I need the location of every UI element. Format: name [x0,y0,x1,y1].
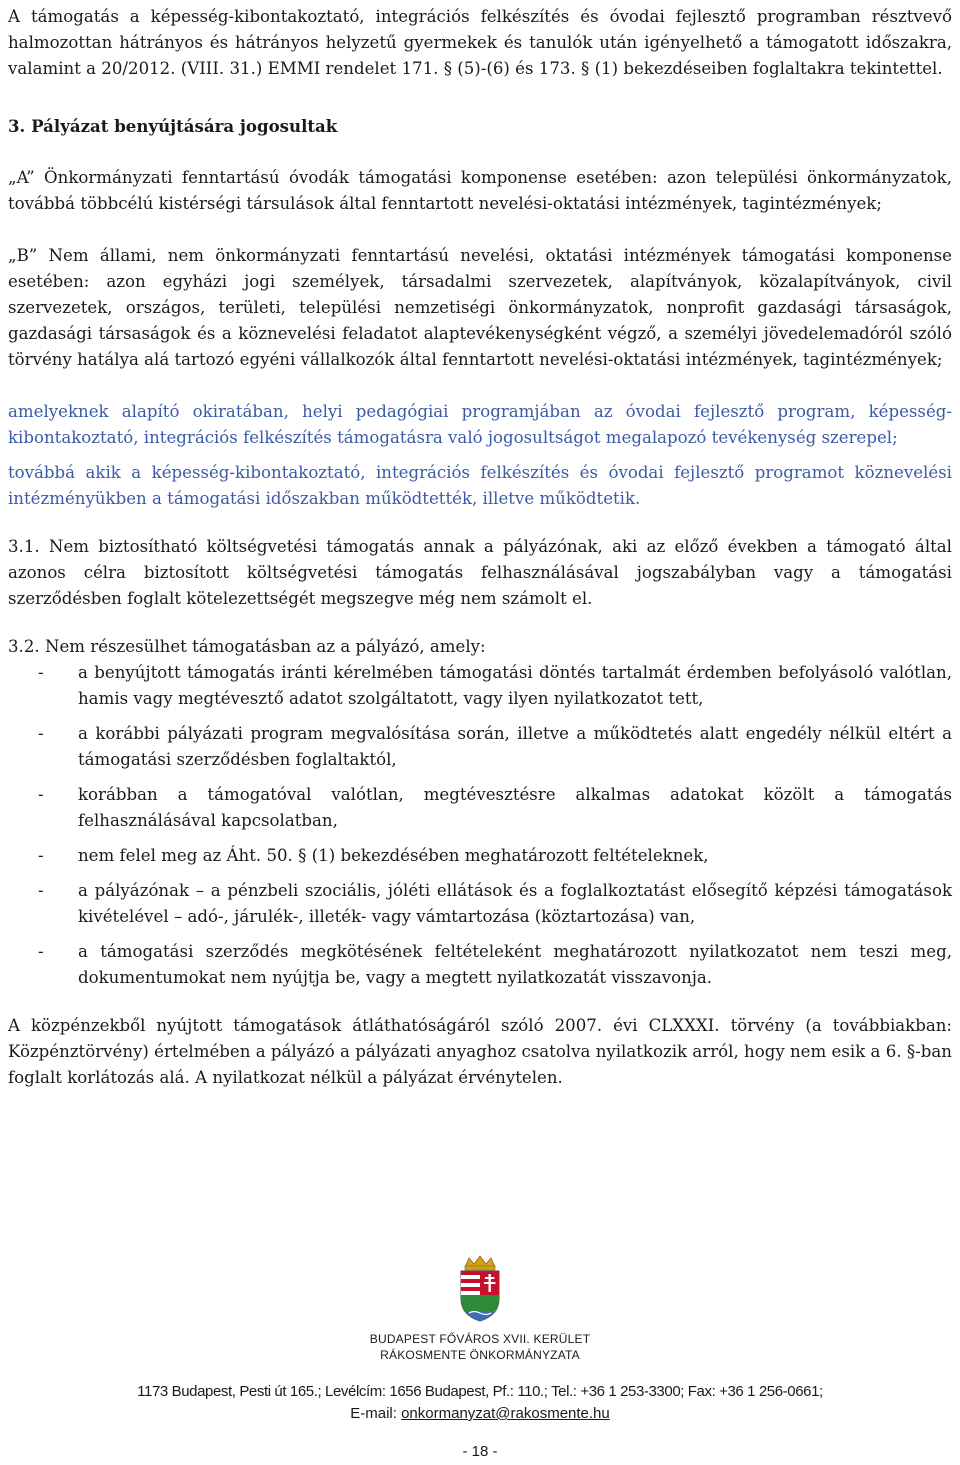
org-address: 1173 Budapest, Pesti út 165.; Levélcím: 1656 Budapest, Pf.: 110.; Tel.: +36 1 253-3300; Fax: +36 1 256-0661; [137,1383,823,1400]
page-footer [0,1255,960,1465]
email-link[interactable]: onkormanyzat@rakosmente.hu [401,1405,610,1422]
eligibility-b-paragraph: „B” Nem állami, nem önkormányzati fenntartású nevelési, oktatási intézmények támogatási komponense esetében: azon egyházi jogi személyek, társadalmi szervezetek, alapítványok, közalapítványok, civil szervezetek, országos, területi, települési nemzetiségi önkormányzatok, nonprofit gazdasági társaságok, gazdasági társaságok és a köznevelési feladatot alaptevékenységként végző, a személyi jövedelemadóról szóló törvény hatálya alá tartozó egyéni vállalkozók által fenntartott nevelési-oktatási intézmények, tagintézmények; [8,246,952,369]
exclusion-item: - korábban a támogatóval valótlan, megtévesztésre alkalmas adatokat közölt a támogatás felhasználásával kapcsolatban, [8,782,952,834]
section-3-2-intro: 3.2. Nem részesülhet támogatásban az a pályázó, amely: [8,637,486,656]
org-name-line-2: RÁKOSMENTE ÖNKORMÁNYZATA [380,1348,580,1362]
org-name-line-1: BUDAPEST FŐVÁROS XVII. KERÜLET [369,1332,591,1346]
section-3-1-paragraph: 3.1. Nem biztosítható költségvetési támogatás annak a pályázónak, aki az előző években a támogató által azonos célra biztosított költségvetési támogatás felhasználásával jogszabályban vagy a támogatási szerződésben foglalt kötelezettségét megszegve még nem számolt el. [8,537,952,608]
dash-bullet: - [38,663,44,682]
eligibility-a-paragraph: „A” Önkormányzati fenntartású óvodák támogatási komponense esetében: azon települési önkormányzatok, továbbá többcélú kistérségi társulások által fenntartott nevelési-oktatási intézmények, tagintézmények; [8,168,952,213]
dash-bullet: - [38,846,44,865]
dash-bullet: - [38,942,44,961]
exclusion-item: - a pályázónak – a pénzbeli szociális, jóléti ellátások és a foglalkoztatást elősegítő képzési támogatások kivételével – adó-, járulék-, illeték- vagy vámtartozása (köztartozása) van, [8,878,952,930]
closing-paragraph: A közpénzekből nyújtott támogatások átláthatóságáról szóló 2007. évi CLXXXI. törvény (a továbbiakban: Közpénztörvény) értelmében a pályázó a pályázati anyaghoz csatolva nyilatkozik arról, hogy nem esik a 6. §-ban foglalt korlátozás alá. A nyilatkozat nélkül a pályázat érvénytelen. [8,1016,952,1087]
section-3-heading: 3. Pályázat benyújtására jogosultak [8,116,338,136]
dash-bullet: - [38,881,44,900]
eligibility-condition-1: amelyeknek alapító okiratában, helyi pedagógiai programjában az óvodai fejlesztő program, képesség-kibontakoztató, integrációs felkészítés támogatásra való jogosultságot megalapozó tevékenység szerepel; [8,402,952,447]
exclusion-list [8,660,952,991]
exclusion-item: - nem felel meg az Áht. 50. § (1) bekezdésében meghatározott feltételeknek, [8,843,952,869]
email-label: E-mail: [350,1405,397,1422]
page-number: - 18 - [462,1443,498,1460]
intro-paragraph: A támogatás a képesség-kibontakoztató, integrációs felkészítés és óvodai fejlesztő programban résztvevő halmozottan hátrányos és hátrányos helyzetű gyermekek és tanulók után igényelhető a támogatott időszakra, valamint a 20/2012. (VIII. 31.) EMMI rendelet 171. § (5)-(6) és 173. § (1) bekezdéseiben foglaltakra tekintettel. [8,7,952,78]
coat-of-arms-icon [457,1255,503,1323]
exclusion-item: - a benyújtott támogatás iránti kérelmében támogatási döntés tartalmát érdemben befolyásoló valótlan, hamis vagy megtévesztő adatot szolgáltatott, vagy ilyen nyilatkozatot tett, [8,660,952,712]
dash-bullet: - [38,724,44,743]
eligibility-condition-2: továbbá akik a képesség-kibontakoztató, integrációs felkészítés és óvodai fejlesztő programot köznevelési intézményükben a támogatási időszakban működtették, illetve működtetik. [8,463,952,508]
email-line [0,1403,960,1425]
dash-bullet: - [38,785,44,804]
exclusion-item: - a korábbi pályázati program megvalósítása során, illetve a működtetés alatt engedély nélkül eltért a támogatási szerződésben foglaltaktól, [8,721,952,773]
exclusion-item: - a támogatási szerződés megkötésének feltételeként meghatározott nyilatkozatot nem teszi meg, dokumentumokat nem nyújtja be, vagy a megtett nyilatkozatát visszavonja. [8,939,952,991]
